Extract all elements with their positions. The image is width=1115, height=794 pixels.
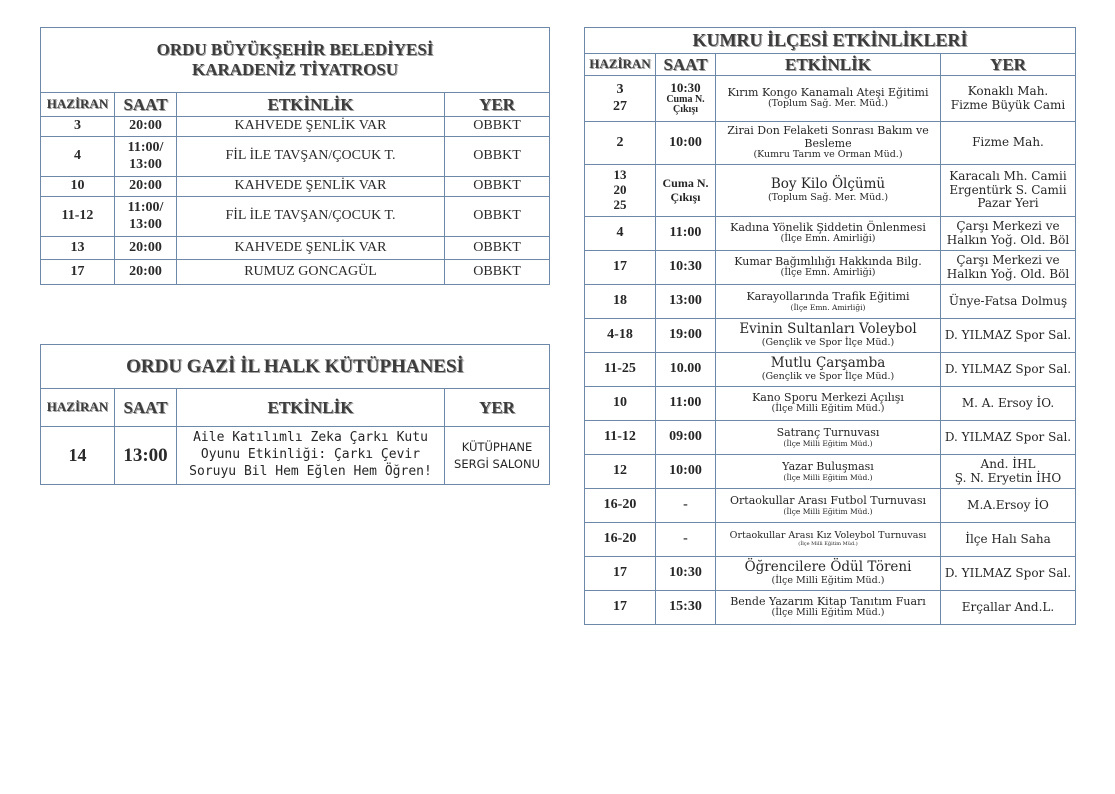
row-event-title: Ortaokullar Arası Futbol Turnuvası	[730, 493, 926, 507]
row-date: 13	[41, 237, 115, 260]
library-title: ORDU GAZİ İL HALK KÜTÜPHANESİ	[41, 345, 550, 389]
row-time: 11:00	[656, 217, 716, 251]
row-event-org: (Gençlik ve Spor İlçe Müd.)	[761, 336, 895, 348]
row-event-org: (İlçe Milli Eğitim Müd.)	[771, 574, 885, 586]
row-event-title: Kırım Kongo Kanamalı Ateşi Eğitimi	[727, 85, 929, 99]
row-event-org: (Kumru Tarım ve Orman Müd.)	[753, 149, 903, 161]
row-place: D. YILMAZ Spor Sal.	[941, 557, 1076, 591]
row-place: M. A. Ersoy İO.	[941, 387, 1076, 421]
row-time-line2: 13:00	[129, 216, 162, 232]
row-event: KAHVEDE ŞENLİK VAR	[177, 117, 445, 137]
row-time: -	[656, 523, 716, 557]
row-time-line1: 11:00/	[127, 140, 164, 156]
row-time: 19:00	[656, 319, 716, 353]
row-date-line2: 27	[613, 98, 627, 114]
row-date: 17	[585, 557, 656, 591]
table-row	[41, 260, 550, 285]
row-date: 2	[585, 122, 656, 165]
row-event: FİL İLE TAVŞAN/ÇOCUK T.	[177, 197, 445, 237]
row-time-line1: 11:00/	[127, 200, 164, 216]
row-date: 16-20	[585, 489, 656, 523]
header-place: YER	[941, 54, 1076, 76]
row-time: 13:00	[656, 285, 716, 319]
row-event-title: Mutlu Çarşamba	[770, 355, 886, 372]
row-time: 20:00	[115, 237, 177, 260]
row-event	[716, 557, 941, 591]
row-place-line2: Halkın Yoğ. Old. Böl	[946, 232, 1070, 247]
row-date: 11-12	[41, 197, 115, 237]
row-event	[716, 387, 941, 421]
row-date: 17	[585, 251, 656, 285]
row-place-line1: And. İHL	[980, 456, 1036, 471]
table-row	[585, 251, 1076, 285]
row-event: FİL İLE TAVŞAN/ÇOCUK T.	[177, 137, 445, 177]
row-time	[115, 137, 177, 177]
row-place-line1: Karacalı Mh. Camii	[949, 168, 1067, 183]
row-time-line2: 13:00	[129, 156, 162, 172]
row-date: 10	[585, 387, 656, 421]
row-place-line1: Konaklı Mah.	[967, 83, 1049, 98]
row-event-title: Ortaokullar Arası Kız Voleybol Turnuvası	[729, 530, 927, 542]
row-event-title: Kano Sporu Merkezi Açılışı	[752, 390, 904, 404]
row-time: 09:00	[656, 421, 716, 455]
row-date	[585, 76, 656, 122]
row-place-line1: Çarşı Merkezi ve	[956, 252, 1060, 267]
row-date: 4	[41, 137, 115, 177]
row-date: 11-25	[585, 353, 656, 387]
row-event-org: (İlçe Emn. Amirliği)	[790, 302, 866, 312]
header-time: SAAT	[656, 54, 716, 76]
row-event-title-line2: Besleme	[804, 136, 852, 150]
row-time: 20:00	[115, 260, 177, 285]
row-event-title: Kumar Bağımlılığı Hakkında Bilg.	[734, 254, 922, 268]
row-place-line2: Halkın Yoğ. Old. Böl	[946, 266, 1070, 281]
row-event-title-line1: Zirai Don Felaketi Sonrası Bakım ve	[727, 123, 929, 137]
row-event	[716, 217, 941, 251]
header-event: ETKİNLİK	[177, 389, 445, 427]
row-time: 10:30	[656, 557, 716, 591]
kumru-title: KUMRU İLÇESİ ETKİNLİKLERİ	[585, 28, 1076, 54]
theatre-title	[41, 28, 550, 93]
row-event-org: (İlçe Milli Eğitim Müd.)	[783, 438, 873, 448]
theatre-title-line1: ORDU BÜYÜKŞEHİR BELEDİYESİ	[156, 40, 434, 60]
table-row	[585, 421, 1076, 455]
header-event: ETKİNLİK	[716, 54, 941, 76]
table-row	[585, 76, 1076, 122]
row-event-org: (İlçe Emn. Amirliği)	[780, 267, 876, 279]
row-date: 17	[41, 260, 115, 285]
row-place-line1: Çarşı Merkezi ve	[956, 218, 1060, 233]
row-event-line1: Aile Katılımlı Zeka Çarkı Kutu	[193, 430, 428, 446]
row-place: D. YILMAZ Spor Sal.	[941, 421, 1076, 455]
table-row	[41, 137, 550, 177]
row-place: Erçallar And.L.	[941, 591, 1076, 625]
table-row	[585, 489, 1076, 523]
row-date: 4	[585, 217, 656, 251]
table-row	[41, 197, 550, 237]
row-date: 3	[41, 117, 115, 137]
row-time: 20:00	[115, 177, 177, 197]
row-event-org: (Toplum Sağ. Mer. Müd.)	[767, 191, 889, 203]
header-event: ETKİNLİK	[177, 93, 445, 117]
row-date	[585, 165, 656, 217]
row-event-title: Satranç Turnuvası	[776, 425, 880, 439]
row-date-line3: 25	[613, 196, 627, 212]
table-row	[41, 237, 550, 260]
row-date-line2: 20	[613, 182, 627, 198]
row-event	[716, 76, 941, 122]
row-event-title: Karayollarında Trafik Eğitimi	[746, 289, 910, 303]
row-place-line3: Pazar Yeri	[977, 196, 1039, 211]
table-row	[585, 557, 1076, 591]
table-row	[41, 177, 550, 197]
row-time: 10.00	[656, 353, 716, 387]
row-time-line2: Cuma N.	[666, 93, 705, 105]
row-time-line1: Cuma N.	[662, 175, 709, 190]
row-place: D. YILMAZ Spor Sal.	[941, 353, 1076, 387]
row-event	[716, 165, 941, 217]
row-place: İlçe Halı Saha	[941, 523, 1076, 557]
table-row	[585, 285, 1076, 319]
row-place-line2: Ergentürk S. Camii	[949, 182, 1067, 197]
row-time: 10:30	[656, 251, 716, 285]
row-event-title: Kadına Yönelik Şiddetin Önlenmesi	[730, 220, 926, 234]
header-place: YER	[445, 93, 550, 117]
row-date-line1: 3	[616, 82, 624, 98]
table-row	[585, 523, 1076, 557]
table-row	[585, 387, 1076, 421]
row-date: 17	[585, 591, 656, 625]
table-row	[585, 591, 1076, 625]
row-event-line2: Oyunu Etkinliği: Çarkı Çevir	[200, 447, 421, 463]
row-event: RUMUZ GONCAGÜL	[177, 260, 445, 285]
row-place	[445, 427, 550, 485]
row-event-title: Yazar Buluşması	[782, 459, 874, 473]
row-date: 11-12	[585, 421, 656, 455]
row-event-line3: Soruyu Bil Hem Eğlen Hem Öğren!	[189, 463, 432, 479]
row-event-org: (İlçe Milli Eğitim Müd.)	[798, 541, 858, 548]
row-time	[656, 165, 716, 217]
row-date: 14	[41, 427, 115, 485]
row-event	[716, 489, 941, 523]
row-time: 11:00	[656, 387, 716, 421]
row-time: 10:00	[656, 455, 716, 489]
row-event	[716, 421, 941, 455]
row-place: OBBKT	[445, 117, 550, 137]
table-row	[585, 217, 1076, 251]
row-date-line1: 13	[613, 167, 627, 183]
row-event: KAHVEDE ŞENLİK VAR	[177, 237, 445, 260]
row-place-line2: Fizme Büyük Cami	[950, 97, 1066, 112]
row-event-title: Öğrencilere Ödül Töreni	[744, 559, 912, 576]
header-time: SAAT	[115, 389, 177, 427]
row-place: Ünye-Fatsa Dolmuş	[941, 285, 1076, 319]
row-place	[941, 76, 1076, 122]
row-event	[716, 251, 941, 285]
row-event	[716, 455, 941, 489]
row-event	[716, 591, 941, 625]
row-time-line3: Çıkışı	[672, 104, 698, 116]
row-time-line1: 10:30	[670, 80, 701, 96]
row-place: OBBKT	[445, 177, 550, 197]
row-place-line2: Ş. N. Eryetin İHO	[954, 470, 1062, 485]
header-date: HAZİRAN	[41, 389, 115, 427]
theatre-title-line2: KARADENİZ TİYATROSU	[191, 60, 399, 79]
row-event-org: (İlçe Emn. Amirliği)	[780, 233, 876, 245]
row-date: 18	[585, 285, 656, 319]
row-place	[941, 455, 1076, 489]
row-event-title: Evinin Sultanları Voleybol	[739, 321, 917, 338]
library-table	[40, 344, 550, 485]
row-event	[716, 319, 941, 353]
row-event	[716, 353, 941, 387]
row-time	[115, 197, 177, 237]
row-place: OBBKT	[445, 137, 550, 177]
row-date: 12	[585, 455, 656, 489]
row-time: 20:00	[115, 117, 177, 137]
row-place-line2: SERGİ SALONU	[454, 456, 540, 471]
header-place: YER	[445, 389, 550, 427]
row-event-org: (İlçe Milli Eğitim Müd.)	[771, 607, 885, 619]
row-time: -	[656, 489, 716, 523]
row-time: 13:00	[115, 427, 177, 485]
table-row	[585, 455, 1076, 489]
row-event	[716, 285, 941, 319]
row-place: OBBKT	[445, 237, 550, 260]
kumru-table	[584, 27, 1076, 625]
header-date: HAZİRAN	[585, 54, 656, 76]
header-date: HAZİRAN	[41, 93, 115, 117]
row-time	[656, 76, 716, 122]
table-row	[585, 165, 1076, 217]
row-place: M.A.Ersoy İO	[941, 489, 1076, 523]
row-event-org: (Toplum Sağ. Mer. Müd.)	[767, 98, 889, 110]
row-place	[941, 165, 1076, 217]
table-row	[41, 117, 550, 137]
row-time-line2: Çıkışı	[670, 189, 701, 204]
row-place	[941, 251, 1076, 285]
row-event	[716, 122, 941, 165]
row-place: OBBKT	[445, 197, 550, 237]
table-row	[41, 427, 550, 485]
row-place	[941, 217, 1076, 251]
row-time: 15:30	[656, 591, 716, 625]
row-date: 10	[41, 177, 115, 197]
row-event	[177, 427, 445, 485]
row-place: D. YILMAZ Spor Sal.	[941, 319, 1076, 353]
row-event-title: Boy Kilo Ölçümü	[770, 176, 886, 193]
theatre-table	[40, 27, 550, 285]
row-event: KAHVEDE ŞENLİK VAR	[177, 177, 445, 197]
table-row	[585, 122, 1076, 165]
table-row	[585, 353, 1076, 387]
row-event	[716, 523, 941, 557]
row-date: 16-20	[585, 523, 656, 557]
header-time: SAAT	[115, 93, 177, 117]
row-place-line1: KÜTÜPHANE	[461, 440, 533, 455]
table-row	[585, 319, 1076, 353]
row-place: Fizme Mah.	[941, 122, 1076, 165]
row-event-title: Bende Yazarım Kitap Tanıtım Fuarı	[730, 594, 926, 608]
row-event-org: (Gençlik ve Spor İlçe Müd.)	[761, 370, 895, 382]
row-event-org: (İlçe Milli Eğitim Müd.)	[783, 472, 873, 482]
row-event-org: (İlçe Milli Eğitim Müd.)	[771, 403, 885, 415]
row-place: OBBKT	[445, 260, 550, 285]
row-event-org: (İlçe Milli Eğitim Müd.)	[783, 506, 873, 516]
row-date: 4-18	[585, 319, 656, 353]
row-time: 10:00	[656, 122, 716, 165]
